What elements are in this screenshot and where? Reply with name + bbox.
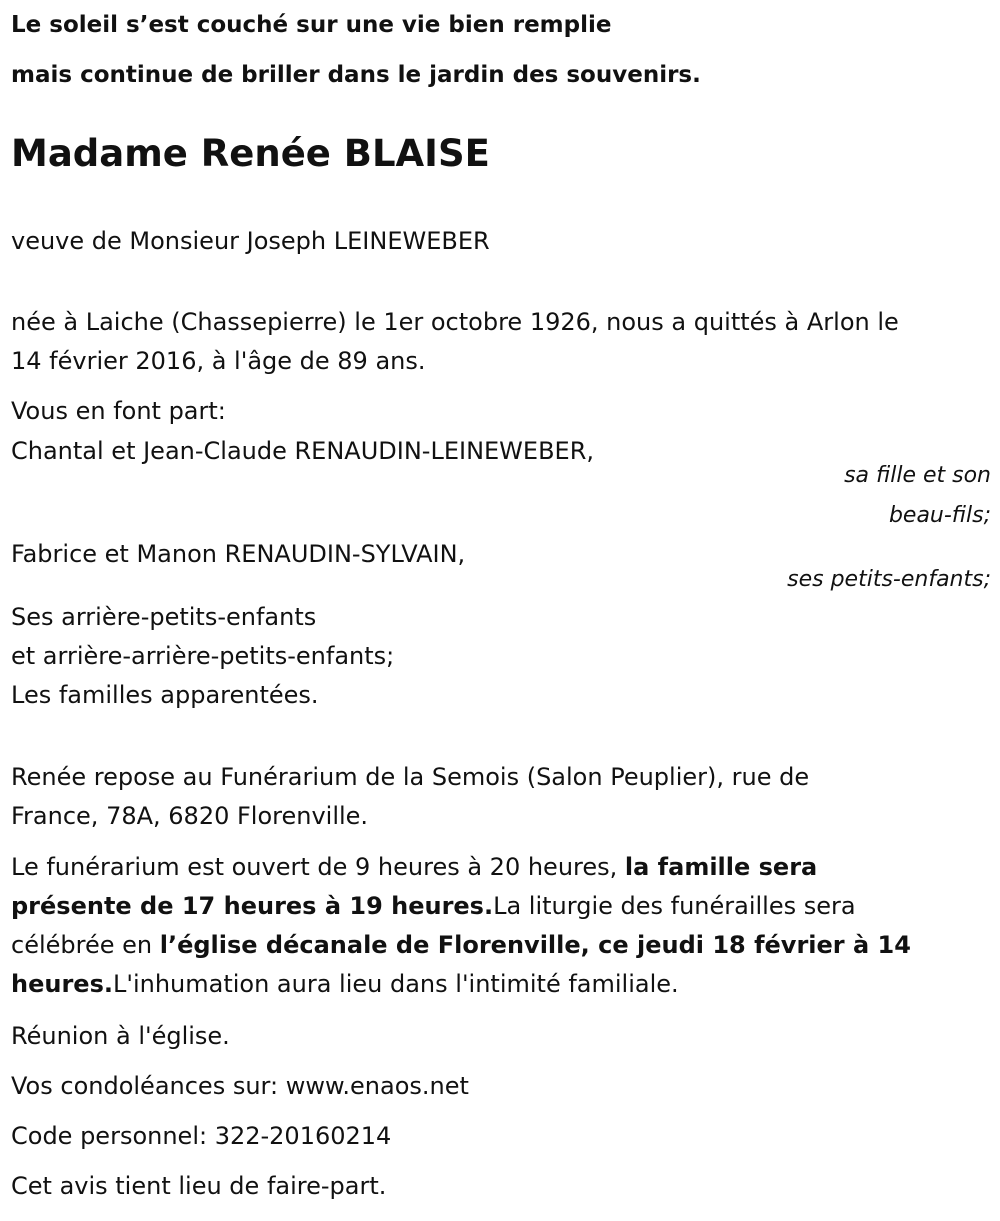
grandchildren-role: ses petits-enfants; [787,567,991,592]
great-grandchildren-line: Ses arrière-petits-enfants [11,603,317,631]
relatives-line: Les familles apparentées. [11,681,319,709]
hours-text-a: Le funérarium est ouvert de 9 heures à 20 heures, [11,853,625,881]
deceased-name: Madame Renée BLAISE [11,132,490,175]
hours-text-c: célébrée en [11,931,160,959]
epitaph-line-2: mais continue de briller dans le jardin des souvenirs. [11,62,701,88]
birth-death-line-1: née à Laiche (Chassepierre) le 1er octobre 1926, nous a quittés à Arlon le [11,308,899,336]
repose-line-1: Renée repose au Funérarium de la Semois (Salon Peuplier), rue de [11,763,810,791]
hours-bold-c: l’église décanale de Florenville, ce jeudi 18 février à 14 [159,931,911,959]
repose-info [11,758,991,836]
daughter-role-line-1: sa fille et son [844,463,991,488]
condolences-info: Vos condoléances sur: www.enaos.net [11,1072,469,1100]
birth-death-line-2: 14 février 2016, à l'âge de 89 ans. [11,347,426,375]
epitaph [11,0,701,100]
epitaph-line-1: Le soleil s’est couché sur une vie bien remplie [11,12,612,38]
funeral-schedule [11,848,991,1004]
hours-bold-a: la famille sera [624,853,818,881]
great-great-grandchildren-line: et arrière-arrière-petits-enfants; [11,642,395,670]
repose-line-2: France, 78A, 6820 Florenville. [11,802,369,830]
hours-bold-d: heures. [11,970,113,998]
daughter-role-line-2: beau-fils; [888,503,991,528]
family-intro: Vous en font part: [11,397,226,425]
notice-statement: Cet avis tient lieu de faire-part. [11,1172,387,1200]
daughter-names: Chantal et Jean-Claude RENAUDIN-LEINEWEBER, [11,437,595,465]
hours-text-d: L'inhumation aura lieu dans l'intimité familiale. [112,970,679,998]
birth-death-info [11,303,991,381]
personal-code: Code personnel: 322-20160214 [11,1122,392,1150]
great-grandchildren [11,598,991,715]
hours-bold-b: présente de 17 heures à 19 heures. [11,892,494,920]
daughter-role [844,456,991,536]
meeting-info: Réunion à l'église. [11,1022,230,1050]
widow-of-line: veuve de Monsieur Joseph LEINEWEBER [11,227,490,255]
hours-text-b: La liturgie des funérailles sera [493,892,856,920]
grandchildren-names: Fabrice et Manon RENAUDIN-SYLVAIN, [11,540,466,568]
